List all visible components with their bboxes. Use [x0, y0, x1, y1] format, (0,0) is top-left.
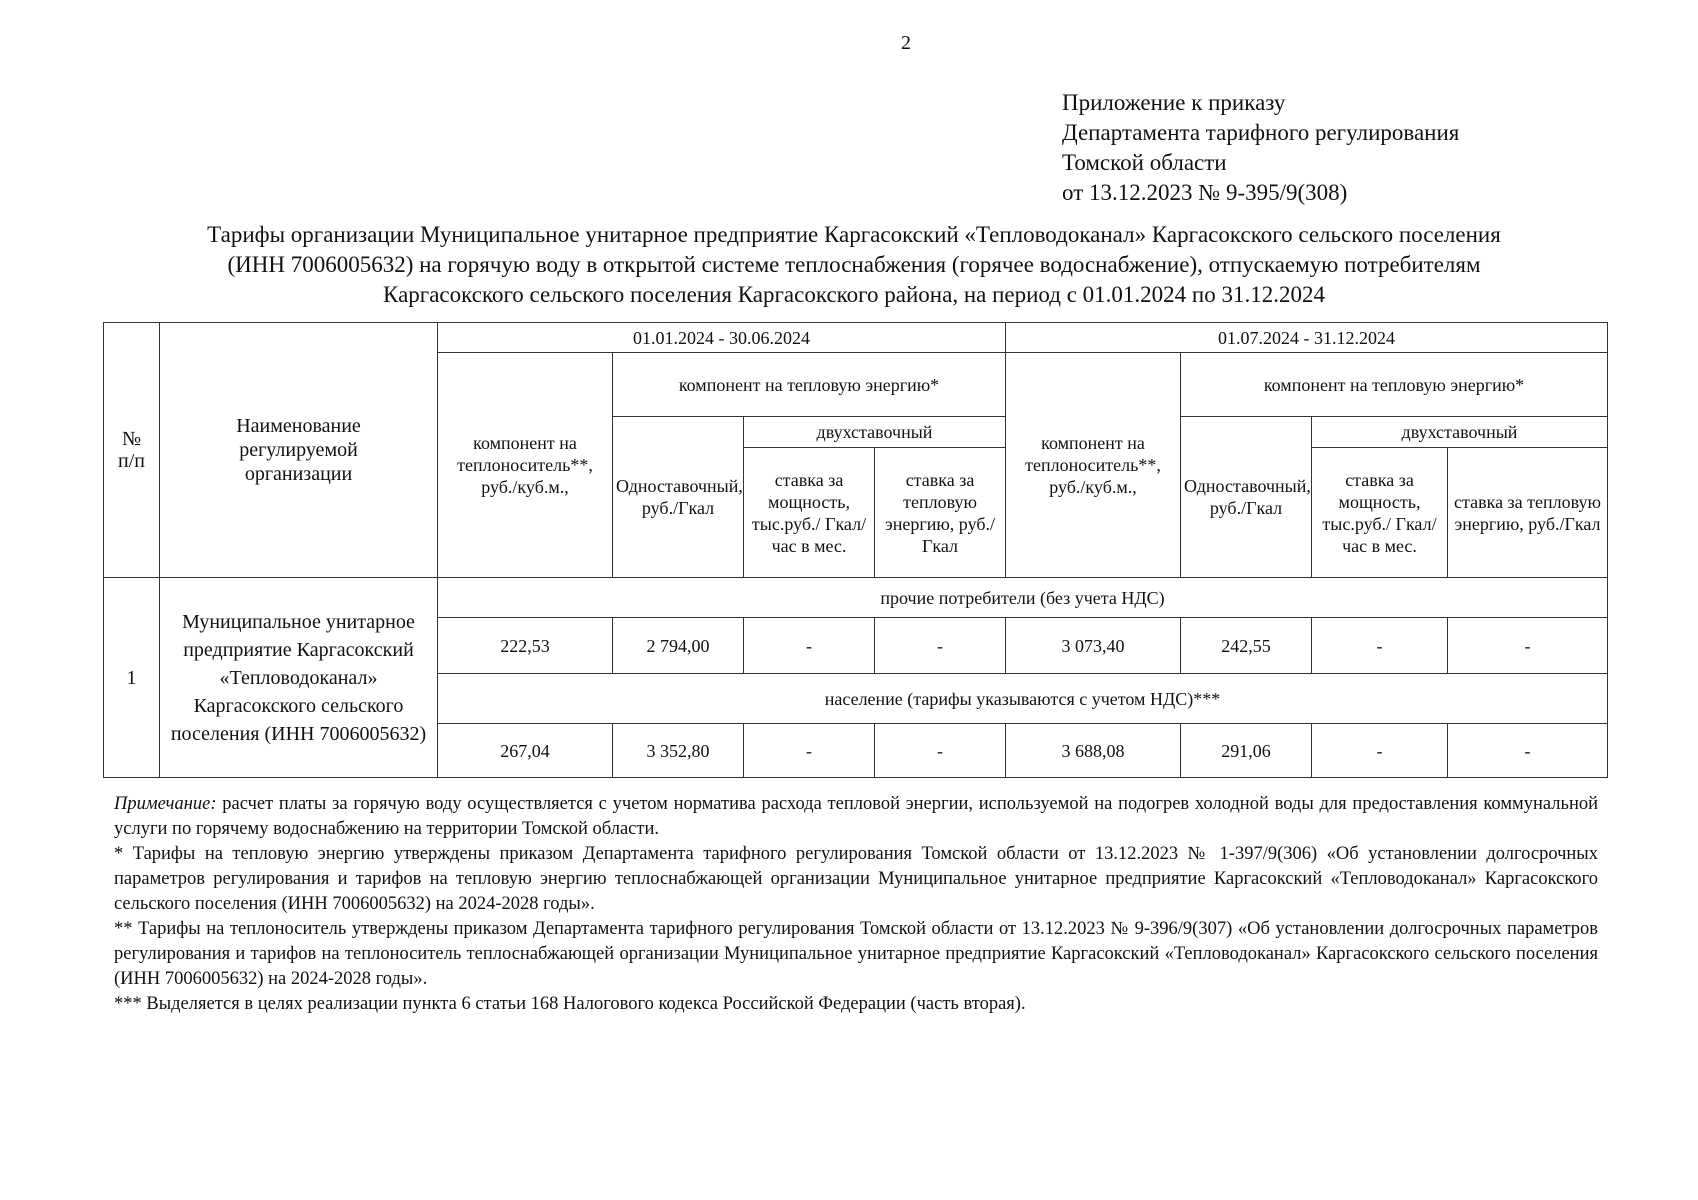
- header-carrier-component: компонент на теплоноситель**, руб./куб.м.,: [1006, 353, 1181, 578]
- table-cell: 3 073,40: [1006, 618, 1181, 674]
- header-num: № п/п: [104, 323, 160, 578]
- header-period-2: 01.07.2024 - 31.12.2024: [1006, 323, 1608, 353]
- row-org-name: Муниципальное унитарное предприятие Каргасокский «Тепловодоканал» Каргасокского сельского поселения (ИНН 7006005632): [160, 578, 438, 778]
- header-heat-component: компонент на тепловую энергию*: [1181, 353, 1608, 417]
- table-cell: -: [1448, 724, 1608, 778]
- header-heat-component: компонент на тепловую энергию*: [613, 353, 1006, 417]
- header-two-rate: двухставочный: [744, 417, 1006, 448]
- header-single-rate: Одноставочный, руб./Гкал: [1181, 417, 1312, 578]
- page-number: 2: [901, 32, 911, 54]
- title-line: (ИНН 7006005632) на горячую воду в открытой системе теплоснабжения (горячее водоснабжение), отпускаемую потребителям: [227, 252, 1481, 277]
- table-cell: -: [1312, 724, 1448, 778]
- table-cell: 242,55: [1181, 618, 1312, 674]
- row-group-population: население (тарифы указываются с учетом НДС)***: [438, 674, 1608, 724]
- appendix-line: Департамента тарифного регулирования: [1062, 120, 1460, 145]
- note-label: Примечание:: [114, 794, 217, 814]
- header-org: Наименование регулируемой организации: [160, 323, 438, 578]
- notes-section: [114, 792, 1598, 1017]
- document-title: [100, 220, 1608, 310]
- header-energy-rate: ставка за тепловую энергию, руб./Гкал: [1448, 448, 1608, 578]
- tariff-table: [103, 322, 1608, 778]
- table-cell: -: [1312, 618, 1448, 674]
- header-two-rate: двухставочный: [1312, 417, 1608, 448]
- table-cell: 3 688,08: [1006, 724, 1181, 778]
- table-cell: 3 352,80: [613, 724, 744, 778]
- table-cell: -: [744, 724, 875, 778]
- header-capacity-rate: ставка за мощность, тыс.руб./ Гкал/час в мес.: [1312, 448, 1448, 578]
- footnote-2: ** Тарифы на теплоноситель утверждены приказом Департамента тарифного регулирования Томской области от 13.12.2023 № 9-396/9(307) «Об установлении долгосрочных параметров регулирования и тарифов на теплоноситель теплоснабжающей организации Муниципальное унитарное предприятие Каргасокский «Тепловодоканал» Каргасокского сельского поселения (ИНН 7006005632) на 2024-2028 годы».: [114, 919, 1598, 989]
- appendix-line: Томской области: [1062, 150, 1227, 175]
- header-capacity-rate: ставка за мощность, тыс.руб./ Гкал/час в мес.: [744, 448, 875, 578]
- footnote-1: * Тарифы на тепловую энергию утверждены приказом Департамента тарифного регулирования Томской области от 13.12.2023 № 1-397/9(306) «Об установлении долгосрочных параметров регулирования и тарифов на тепловую энергию теплоснабжающей организации Муниципальное унитарное предприятие Каргасокский «Тепловодоканал» Каргасокского сельского поселения (ИНН 7006005632) на 2024-2028 годы».: [114, 844, 1598, 914]
- appendix-line: Приложение к приказу: [1062, 90, 1286, 115]
- header-energy-rate: ставка за тепловую энергию, руб./Гкал: [875, 448, 1006, 578]
- appendix-header: [1062, 88, 1459, 208]
- table-cell: 291,06: [1181, 724, 1312, 778]
- header-carrier-component: компонент на теплоноситель**, руб./куб.м.,: [438, 353, 613, 578]
- row-num: 1: [104, 578, 160, 778]
- table-cell: -: [875, 618, 1006, 674]
- note-paragraph: [114, 792, 1598, 842]
- table-cell: 2 794,00: [613, 618, 744, 674]
- table-cell: -: [875, 724, 1006, 778]
- row-group-other-consumers: прочие потребители (без учета НДС): [438, 578, 1608, 618]
- table-cell: -: [1448, 618, 1608, 674]
- header-period-1: 01.01.2024 - 30.06.2024: [438, 323, 1006, 353]
- title-line: Каргасокского сельского поселения Каргасокского района, на период с 01.01.2024 по 31.12.2024: [383, 282, 1325, 307]
- table-cell: 222,53: [438, 618, 613, 674]
- title-line: Тарифы организации Муниципальное унитарное предприятие Каргасокский «Тепловодоканал» Каргасокского сельского поселения: [207, 222, 1501, 247]
- note-text: расчет платы за горячую воду осуществляется с учетом норматива расхода тепловой энергии, используемой на подогрев холодной воды для предоставления коммунальной услуги по горячему водоснабжению на территории Томской области.: [114, 794, 1598, 839]
- table-cell: 267,04: [438, 724, 613, 778]
- header-single-rate: Одноставочный, руб./Гкал: [613, 417, 744, 578]
- footnote-3: *** Выделяется в целях реализации пункта 6 статьи 168 Налогового кодекса Российской Федерации (часть вторая).: [114, 994, 1026, 1014]
- table-cell: -: [744, 618, 875, 674]
- appendix-line: от 13.12.2023 № 9-395/9(308): [1062, 180, 1348, 205]
